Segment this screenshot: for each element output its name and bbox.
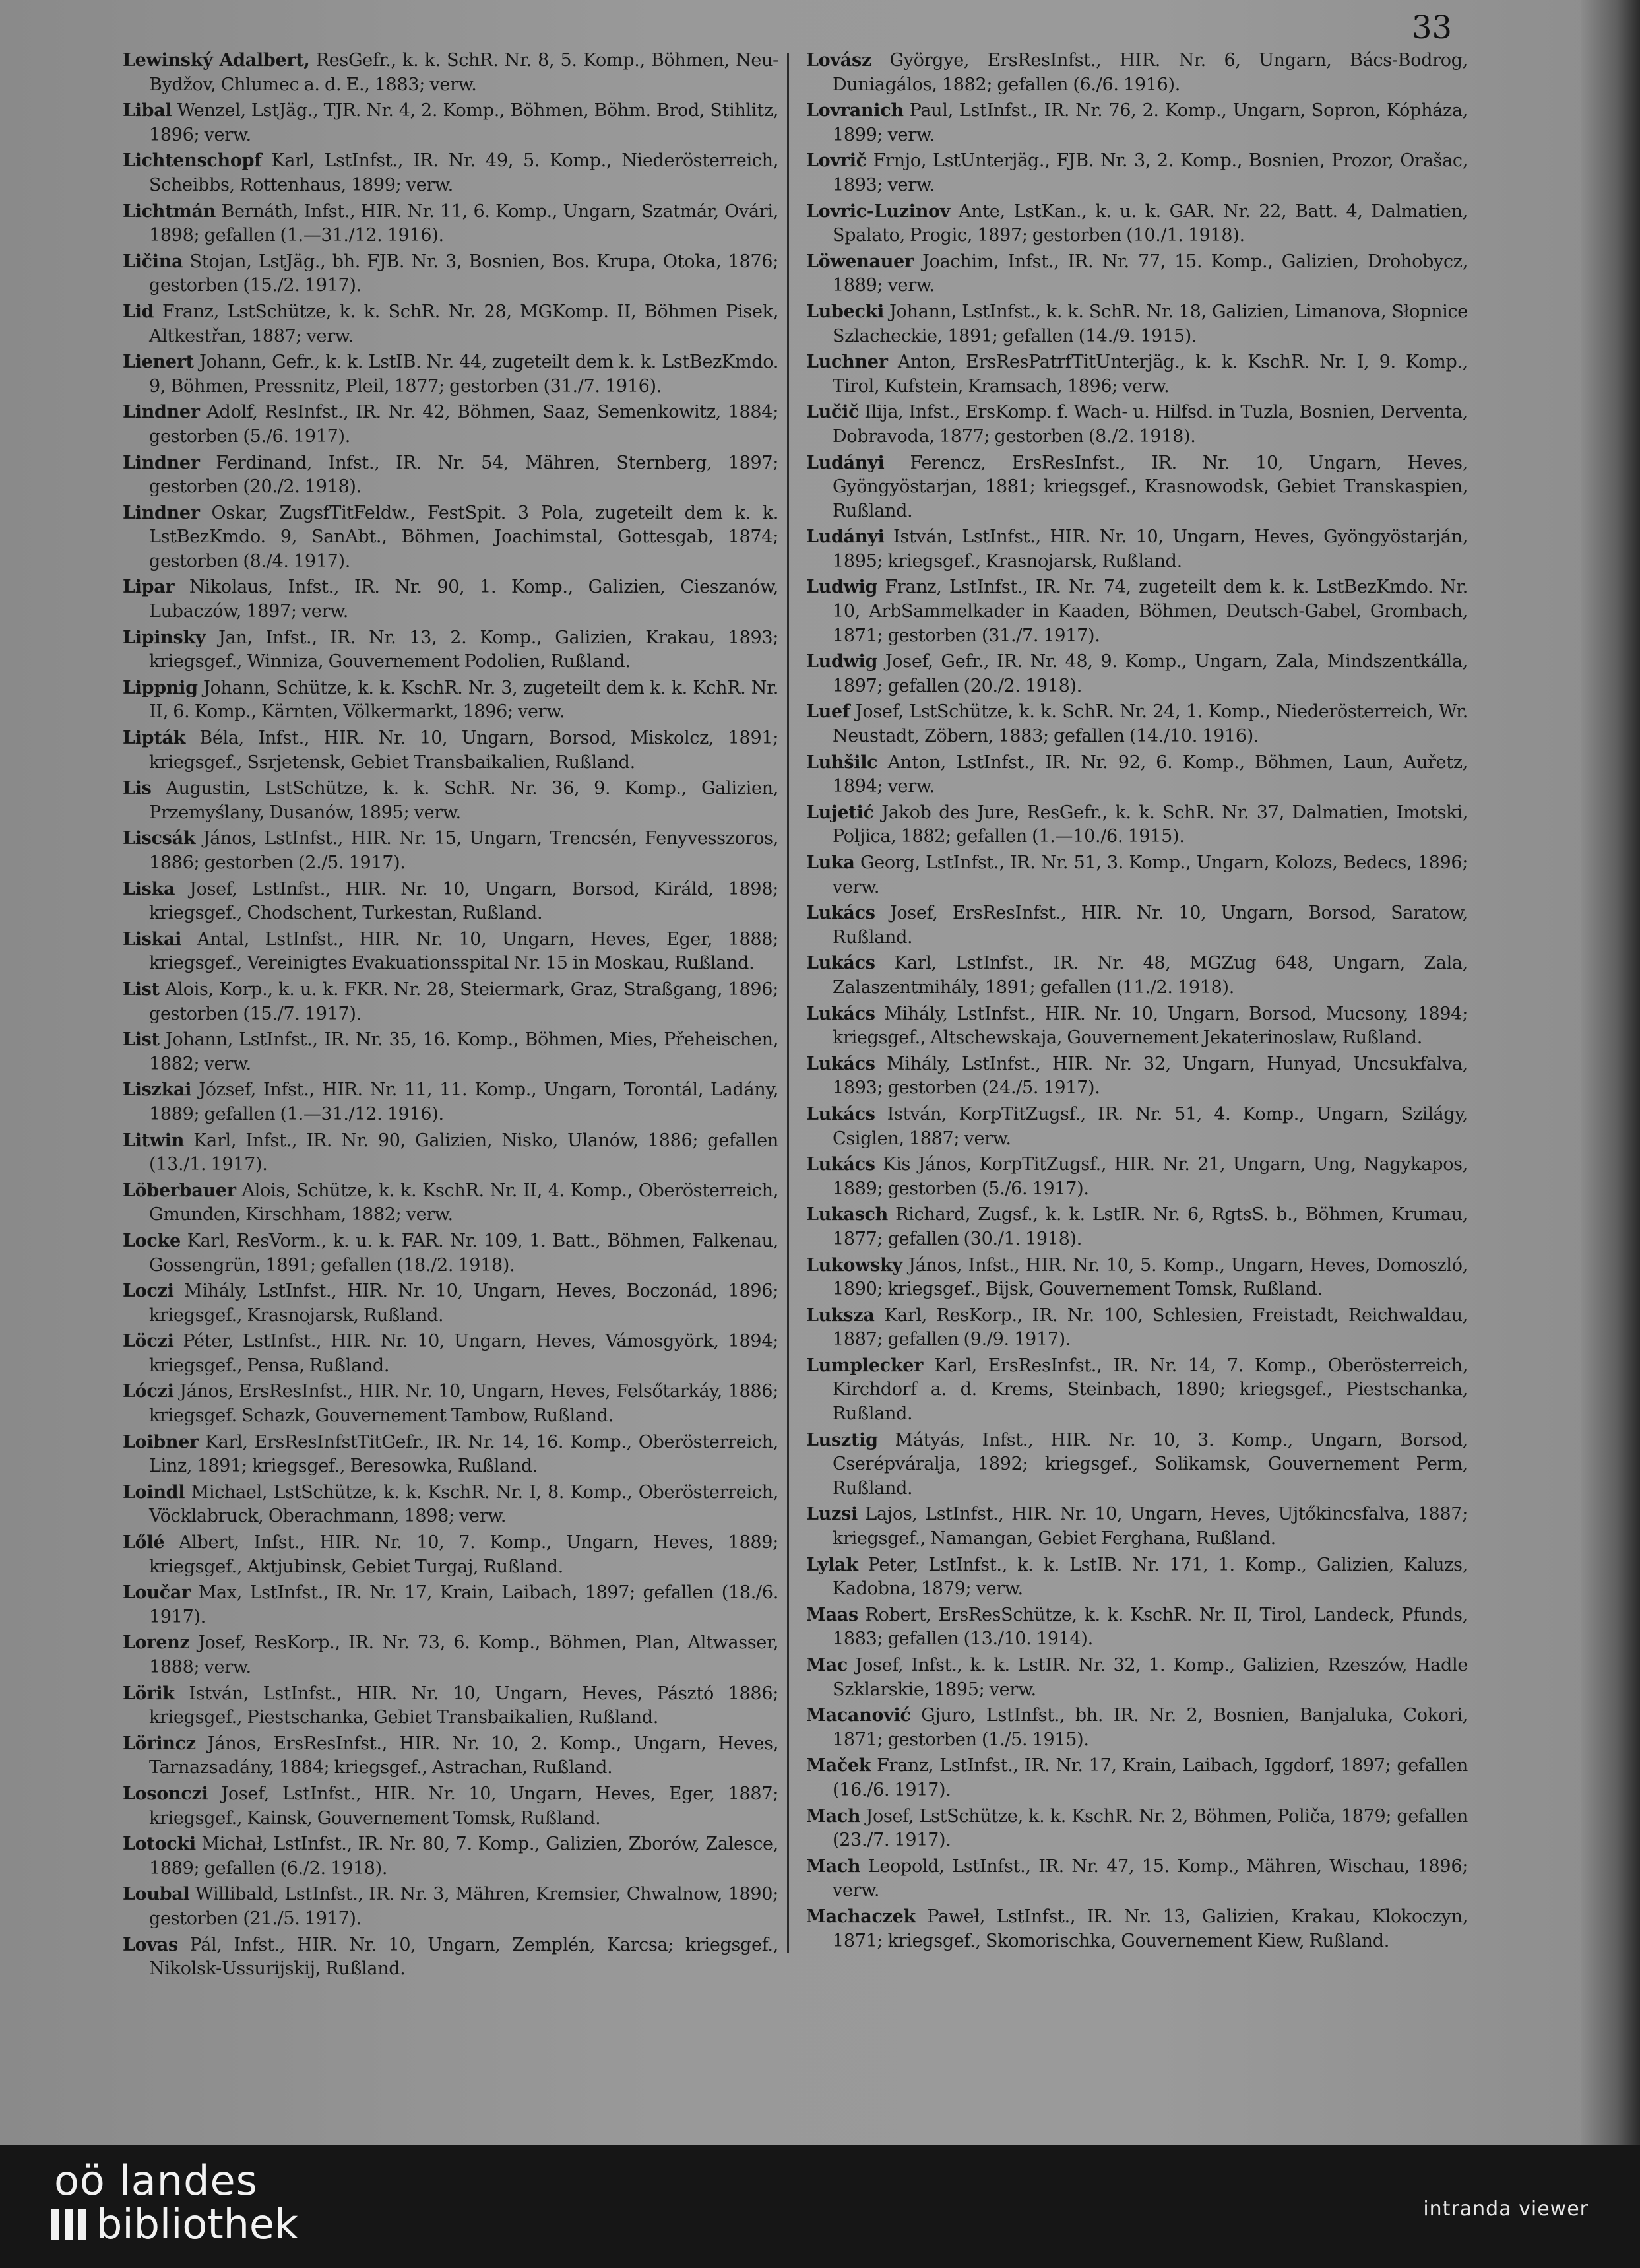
entry-surname: Loučar bbox=[123, 1582, 191, 1604]
entry-surname: Liszkai bbox=[123, 1080, 192, 1101]
register-entry bbox=[806, 250, 1468, 298]
register-entry bbox=[123, 928, 778, 976]
register-entry bbox=[806, 1354, 1468, 1427]
register-entry bbox=[806, 751, 1468, 799]
entry-details: István, LstInfst., HIR. Nr. 10, Ungarn, Heves, Gyöngyöstarján, 1895; kriegsgef., Krasnojarsk, Rußland. bbox=[833, 527, 1468, 571]
entry-surname: Lőlé bbox=[123, 1532, 165, 1553]
entry-details: Wenzel, LstJäg., TJR. Nr. 4, 2. Komp., Böhmen, Böhm. Brod, Stihlitz, 1896; verw. bbox=[149, 100, 778, 145]
entry-surname: Lóczi bbox=[123, 1381, 174, 1402]
register-entry bbox=[123, 1933, 778, 1982]
register-entry bbox=[123, 626, 778, 674]
entry-details: Stojan, LstJäg., bh. FJB. Nr. 3, Bosnien, Bos. Krupa, Otoka, 1876; gestorben (15./2. 1917). bbox=[149, 251, 778, 296]
entry-surname: Löczi bbox=[123, 1331, 174, 1352]
entry-surname: Lipar bbox=[123, 577, 175, 598]
register-entry bbox=[806, 451, 1468, 524]
entry-surname: Mac bbox=[806, 1655, 848, 1675]
entry-details: Karl, ResVorm., k. u. k. FAR. Nr. 109, 1. Batt., Böhmen, Falkenau, Gossengrün, 1891; gefallen (18./2. 1918). bbox=[149, 1230, 778, 1276]
entry-details: Josef, ErsResInfst., HIR. Nr. 10, Ungarn, Borsod, Saratow, Rußland. bbox=[833, 903, 1468, 948]
register-entry bbox=[123, 676, 778, 725]
register-entry bbox=[806, 49, 1468, 97]
entry-surname: Lukowsky bbox=[806, 1254, 902, 1276]
entry-details: Willibald, LstInfst., IR. Nr. 3, Mähren, Kremsier, Chwalnow, 1890; gestorben (21./5. 1917). bbox=[149, 1884, 778, 1929]
entry-details: Augustin, LstSchütze, k. k. SchR. Nr. 36, 9. Komp., Galizien, Przemyślany, Dusanów, 1895; verw. bbox=[149, 778, 778, 823]
entry-surname: Lienert bbox=[123, 352, 194, 373]
register-entry bbox=[806, 1503, 1468, 1551]
logo-bars-icon bbox=[51, 2209, 90, 2240]
register-entry bbox=[123, 827, 778, 875]
entry-surname: Luksza bbox=[806, 1305, 875, 1326]
entry-details: Michael, LstSchütze, k. k. KschR. Nr. I, 8. Komp., Oberösterreich, Vöcklabruck, Oberachmann, 1898; verw. bbox=[149, 1481, 778, 1527]
register-entry bbox=[123, 1682, 778, 1730]
entry-surname: Lipták bbox=[123, 728, 185, 749]
register-entry bbox=[123, 1179, 778, 1227]
register-entry bbox=[806, 700, 1468, 748]
register-entry bbox=[123, 1280, 778, 1328]
entry-surname: Lovász bbox=[806, 50, 871, 71]
entry-surname: Lorenz bbox=[123, 1633, 190, 1654]
register-entry bbox=[806, 525, 1468, 573]
register-entry bbox=[123, 502, 778, 574]
entry-details: Gjuro, LstInfst., bh. IR. Nr. 2, Bosnien, Banjaluka, Cokori, 1871; gestorben (1./5. 1915). bbox=[833, 1705, 1468, 1750]
entry-surname: Lid bbox=[123, 301, 154, 322]
entry-surname: Liskai bbox=[123, 928, 182, 950]
entry-details: Albert, Infst., HIR. Nr. 10, 7. Komp., Ungarn, Heves, 1889; kriegsgef., Aktjubinsk, Gebiet Turgaj, Rußland. bbox=[149, 1532, 778, 1577]
entry-surname: Löberbauer bbox=[123, 1180, 236, 1201]
entry-details: Ilija, Infst., ErsKomp. f. Wach- u. Hilfsd. in Tuzla, Bosnien, Derventa, Dobravoda, 1877; gestorben (8./2. 1918). bbox=[833, 402, 1468, 447]
entry-details: Béla, Infst., HIR. Nr. 10, Ungarn, Borsod, Miskolcz, 1891; kriegsgef., Ssrjetensk, Gebiet Transbaikalien, Rußland. bbox=[149, 728, 778, 773]
register-entry bbox=[806, 350, 1468, 399]
entry-details: Johann, LstInfst., IR. Nr. 35, 16. Komp., Böhmen, Mies, Přeheischen, 1882; verw. bbox=[149, 1029, 778, 1074]
entry-surname: Lichtenschopf bbox=[123, 150, 262, 172]
entry-details: Karl, LstInfst., IR. Nr. 49, 5. Komp., Niederösterreich, Scheibbs, Rottenhaus, 1899; verw. bbox=[149, 150, 778, 195]
entry-details: Alois, Korp., k. u. k. FKR. Nr. 28, Steiermark, Graz, Straßgang, 1896; gestorben (15./7. 1917). bbox=[149, 979, 778, 1024]
entry-surname: Luef bbox=[806, 701, 850, 723]
register-entry bbox=[123, 978, 778, 1026]
entry-surname: Ludányi bbox=[806, 452, 885, 473]
entry-details: Pál, Infst., HIR. Nr. 10, Ungarn, Zemplén, Karcsa; kriegsgef., Nikolsk-Ussurijskij, Rußland. bbox=[149, 1934, 778, 1980]
logo-text-line2: bibliothek bbox=[96, 2200, 298, 2248]
entry-surname: Loczi bbox=[123, 1281, 174, 1302]
register-entry bbox=[123, 300, 778, 348]
register-entry bbox=[806, 575, 1468, 648]
entry-details: Georg, LstInfst., IR. Nr. 51, 3. Komp., Ungarn, Kolozs, Bedecs, 1896; verw. bbox=[833, 853, 1468, 897]
entry-details: Paweł, LstInfst., IR. Nr. 13, Galizien, Krakau, Klokoczyn, 1871; kriegsgef., Skomorischka, Gouvernement Kiew, Rußland. bbox=[833, 1906, 1468, 1951]
entry-surname: Lusztig bbox=[806, 1429, 878, 1450]
right-column bbox=[806, 49, 1468, 1955]
entry-details: Lajos, LstInfst., HIR. Nr. 10, Ungarn, Heves, Ujtőkincsfalva, 1887; kriegsgef., Namangan, Gebiet Ferghana, Rußland. bbox=[833, 1504, 1468, 1549]
logo-line2 bbox=[51, 2200, 298, 2248]
entry-details: Bernáth, Infst., HIR. Nr. 11, 6. Komp., Ungarn, Szatmár, Ovári, 1898; gefallen (1.—31./12. 1916). bbox=[149, 201, 778, 246]
entry-details: Ferdinand, Infst., IR. Nr. 54, Mähren, Sternberg, 1897; gestorben (20./2. 1918). bbox=[149, 452, 778, 498]
entry-surname: Loindl bbox=[123, 1481, 185, 1503]
entry-surname: Mach bbox=[806, 1856, 861, 1877]
register-entry bbox=[806, 149, 1468, 197]
entry-surname: Litwin bbox=[123, 1130, 185, 1151]
entry-details: Paul, LstInfst., IR. Nr. 76, 2. Komp., Ungarn, Sopron, Kópháza, 1899; verw. bbox=[833, 100, 1468, 145]
entry-details: Johann, Gefr., k. k. LstIB. Nr. 44, zugeteilt dem k. k. LstBezKmdo. 9, Böhmen, Pressnitz, Pleil, 1877; gestorben (31./7. 1916). bbox=[149, 352, 778, 397]
entry-details: Mihály, LstInfst., HIR. Nr. 10, Ungarn, Heves, Boczonád, 1896; kriegsgef., Krasnojarsk, Rußland. bbox=[149, 1281, 778, 1326]
register-entry bbox=[123, 1732, 778, 1780]
entry-surname: Ličina bbox=[123, 251, 183, 272]
register-entry bbox=[806, 1002, 1468, 1051]
register-entry bbox=[123, 1330, 778, 1378]
register-entry bbox=[806, 1553, 1468, 1602]
entry-surname: Lotocki bbox=[123, 1834, 196, 1855]
entry-details: Ferencz, ErsResInfst., IR. Nr. 10, Ungarn, Heves, Gyöngyöstarjan, 1881; kriegsgef., Krasnowodsk, Gebiet Transkaspien, Rußland. bbox=[833, 452, 1468, 521]
viewer-brand-label[interactable]: intranda viewer bbox=[1423, 2197, 1589, 2220]
entry-surname: Lukács bbox=[806, 903, 875, 924]
column-divider bbox=[787, 53, 789, 1953]
entry-surname: Luzsi bbox=[806, 1504, 858, 1525]
entry-details: Mihály, LstInfst., HIR. Nr. 10, Ungarn, Borsod, Mucsony, 1894; kriegsgef., Altschewskaja, Gouvernement Jekaterinoslaw, Rußland. bbox=[833, 1003, 1468, 1049]
entry-details: Franz, LstSchütze, k. k. SchR. Nr. 28, MGKomp. II, Böhmen Pisek, Altkestřan, 1887; verw. bbox=[149, 301, 778, 346]
entry-surname: Lumplecker bbox=[806, 1355, 924, 1376]
register-entry bbox=[806, 1905, 1468, 1953]
entry-details: Max, LstInfst., IR. Nr. 17, Krain, Laibach, 1897; gefallen (18./6. 1917). bbox=[149, 1582, 778, 1627]
entry-details: Franz, LstInfst., IR. Nr. 17, Krain, Laibach, Iggdorf, 1897; gefallen (16./6. 1917). bbox=[833, 1755, 1468, 1800]
entry-surname: Lovas bbox=[123, 1934, 178, 1955]
entry-surname: Löwenauer bbox=[806, 251, 914, 272]
entry-details: Adolf, ResInfst., IR. Nr. 42, Böhmen, Saaz, Semenkowitz, 1884; gestorben (5./6. 1917). bbox=[149, 402, 778, 447]
entry-details: Peter, LstInfst., k. k. LstIB. Nr. 171, 1. Komp., Galizien, Kaluzs, Kadobna, 1879; verw. bbox=[833, 1554, 1468, 1600]
entry-details: Jan, Infst., IR. Nr. 13, 2. Komp., Galizien, Krakau, 1893; kriegsgef., Winniza, Gouvernement Podolien, Rußland. bbox=[149, 627, 778, 672]
entry-surname: Lovric-Luzinov bbox=[806, 201, 951, 222]
entry-surname: Locke bbox=[123, 1230, 181, 1251]
entry-details: Karl, ErsResInfst., IR. Nr. 14, 7. Komp., Oberösterreich, Kirchdorf a. d. Krems, Steinbach, 1890; kriegsgef., Piestschanka, Rußland. bbox=[833, 1355, 1468, 1425]
entry-details: Antal, LstInfst., HIR. Nr. 10, Ungarn, Heves, Eger, 1888; kriegsgef., Vereinigtes Evakuationsspital Nr. 15 in Moskau, Rußland. bbox=[149, 928, 778, 974]
entry-surname: Lukasch bbox=[806, 1204, 888, 1225]
entry-details: ResGefr., k. k. SchR. Nr. 8, 5. Komp., Böhmen, Neu-Bydžov, Chlumec a. d. E., 1883; verw. bbox=[149, 50, 778, 95]
register-entry bbox=[806, 401, 1468, 449]
entry-surname: Loibner bbox=[123, 1431, 199, 1452]
entry-surname: Lukács bbox=[806, 1003, 875, 1024]
entry-surname: Lučič bbox=[806, 402, 860, 423]
entry-surname: Losonczi bbox=[123, 1783, 208, 1804]
register-entry bbox=[123, 250, 778, 298]
entry-details: Franz, LstInfst., IR. Nr. 74, zugeteilt dem k. k. LstBezKmdo. Nr. 10, ArbSammelkader in Kaaden, Böhmen, Deutsch-Gabel, Grombach, 1871; gestorben (31./7. 1917). bbox=[833, 577, 1468, 646]
register-entry bbox=[123, 1229, 778, 1278]
entry-details: Josef, Gefr., IR. Nr. 48, 9. Komp., Ungarn, Zala, Mindszentkálla, 1897; gefallen (20./2. 1918). bbox=[833, 651, 1468, 696]
entry-details: Karl, ErsResInfstTitGefr., IR. Nr. 14, 16. Komp., Oberösterreich, Linz, 1891; kriegsgef., Beresowka, Rußland. bbox=[149, 1431, 778, 1477]
register-entry bbox=[806, 1103, 1468, 1151]
entry-surname: Ludwig bbox=[806, 577, 878, 598]
register-entry bbox=[123, 1531, 778, 1579]
entry-surname: Lovranich bbox=[806, 100, 904, 121]
register-entry bbox=[806, 1855, 1468, 1903]
entry-details: Josef, Infst., k. k. LstIR. Nr. 32, 1. Komp., Galizien, Rzeszów, Hadle Szklarskie, 1895; verw. bbox=[833, 1655, 1468, 1700]
register-entry bbox=[806, 1704, 1468, 1752]
register-entry bbox=[806, 1053, 1468, 1101]
register-entry bbox=[123, 350, 778, 399]
entry-surname: Machaczek bbox=[806, 1906, 916, 1927]
register-entry bbox=[123, 575, 778, 624]
register-entry bbox=[806, 1203, 1468, 1251]
entry-surname: Macanović bbox=[806, 1705, 911, 1726]
register-entry bbox=[806, 1254, 1468, 1302]
register-entry bbox=[806, 300, 1468, 348]
entry-surname: Lovrič bbox=[806, 150, 867, 172]
entry-surname: Liscsák bbox=[123, 828, 196, 849]
register-entry bbox=[123, 200, 778, 248]
entry-surname: Lindner bbox=[123, 402, 200, 423]
register-entry bbox=[806, 1805, 1468, 1853]
register-entry bbox=[123, 401, 778, 449]
entry-surname: Lubecki bbox=[806, 301, 884, 322]
register-entry bbox=[123, 451, 778, 500]
entry-details: Alois, Schütze, k. k. KschR. Nr. II, 4. Komp., Oberösterreich, Gmunden, Kirschham, 1882; verw. bbox=[149, 1180, 778, 1225]
register-entry bbox=[806, 901, 1468, 950]
entry-details: Mátyás, Infst., HIR. Nr. 10, 3. Komp., Ungarn, Borsod, Cserépváralja, 1892; kriegsgef., Solikamsk, Gouvernement Perm, Rußland. bbox=[833, 1429, 1468, 1499]
entry-details: János, Infst., HIR. Nr. 10, 5. Komp., Ungarn, Heves, Domoszló, 1890; kriegsgef., Bijsk, Gouvernement Tomsk, Rußland. bbox=[833, 1254, 1468, 1300]
register-entry bbox=[806, 851, 1468, 899]
entry-details: Josef, ResKorp., IR. Nr. 73, 6. Komp., Böhmen, Plan, Altwasser, 1888; verw. bbox=[149, 1633, 778, 1677]
entry-surname: Lujetić bbox=[806, 802, 874, 823]
entry-details: Johann, Schütze, k. k. KschR. Nr. 3, zugeteilt dem k. k. KchR. Nr. II, 6. Komp., Kärnten, Völkermarkt, 1896; verw. bbox=[149, 677, 778, 723]
entry-surname: Mach bbox=[806, 1805, 861, 1827]
entry-details: Ante, LstKan., k. u. k. GAR. Nr. 22, Batt. 4, Dalmatien, Spalato, Progic, 1897; gestorben (10./1. 1918). bbox=[833, 201, 1468, 246]
entry-details: József, Infst., HIR. Nr. 11, 11. Komp., Ungarn, Torontál, Ladány, 1889; gefallen (1.—31./12. 1916). bbox=[149, 1080, 778, 1124]
entry-details: Oskar, ZugsfTitFeldw., FestSpit. 3 Pola, zugeteilt dem k. k. LstBezKmdo. 9, SanAbt., Böhmen, Joachimstal, Gottesgab, 1874; gestorben (8./4. 1917). bbox=[149, 502, 778, 571]
entry-surname: Liska bbox=[123, 878, 175, 899]
page-edge-shadow bbox=[1581, 0, 1640, 2145]
register-entry bbox=[123, 1129, 778, 1177]
register-entry bbox=[123, 1380, 778, 1428]
entry-surname: Lukács bbox=[806, 1154, 875, 1175]
register-entry bbox=[806, 99, 1468, 147]
entry-details: Anton, ErsResPatrfTitUnterjäg., k. k. KschR. Nr. I, 9. Komp., Tirol, Kufstein, Kramsach, 1896; verw. bbox=[833, 352, 1468, 397]
register-entry bbox=[806, 1754, 1468, 1802]
register-entry bbox=[123, 1431, 778, 1479]
entry-surname: List bbox=[123, 1029, 160, 1051]
entry-surname: Lewinský Adalbert, bbox=[123, 50, 310, 71]
entry-surname: Luka bbox=[806, 853, 855, 873]
entry-details: Josef, LstSchütze, k. k. SchR. Nr. 24, 1. Komp., Niederösterreich, Wr. Neustadt, Zöbern, 1883; gefallen (14./10. 1916). bbox=[833, 701, 1468, 747]
entry-surname: Ludányi bbox=[806, 527, 885, 548]
left-column bbox=[123, 49, 778, 1984]
entry-details: Joachim, Infst., IR. Nr. 77, 15. Komp., Galizien, Drohobycz, 1889; verw. bbox=[833, 251, 1468, 296]
entry-details: István, LstInfst., HIR. Nr. 10, Ungarn, Heves, Pásztó 1886; kriegsgef., Piestschanka, Gebiet Transbaikalien, Rußland. bbox=[149, 1683, 778, 1728]
register-entry bbox=[123, 727, 778, 775]
entry-surname: Lörincz bbox=[123, 1733, 196, 1754]
entry-details: Karl, LstInfst., IR. Nr. 48, MGZug 648, Ungarn, Zala, Zalaszentmihály, 1891; gefallen (11./2. 1918). bbox=[833, 953, 1468, 998]
entry-surname: Luchner bbox=[806, 352, 888, 373]
entry-details: Karl, Infst., IR. Nr. 90, Galizien, Nisko, Ulanów, 1886; gefallen (13./1. 1917). bbox=[149, 1130, 778, 1175]
page-number: 33 bbox=[1412, 9, 1453, 46]
entry-details: Leopold, LstInfst., IR. Nr. 47, 15. Komp., Mähren, Wischau, 1896; verw. bbox=[833, 1856, 1468, 1901]
entry-details: Péter, LstInfst., HIR. Nr. 10, Ungarn, Heves, Vámosgyörk, 1894; kriegsgef., Pensa, Rußland. bbox=[149, 1331, 778, 1376]
entry-surname: Lindner bbox=[123, 452, 200, 473]
register-entry bbox=[123, 149, 778, 197]
entry-surname: Lylak bbox=[806, 1554, 858, 1575]
entry-details: Jakob des Jure, ResGefr., k. k. SchR. Nr. 37, Dalmatien, Imotski, Poljica, 1882; gefallen (1.—10./6. 1915). bbox=[833, 802, 1468, 847]
entry-details: Josef, LstInfst., HIR. Nr. 10, Ungarn, Borsod, Királd, 1898; kriegsgef., Chodschent, Turkestan, Rußland. bbox=[149, 878, 778, 924]
entry-details: Josef, LstSchütze, k. k. KschR. Nr. 2, Böhmen, Poliča, 1879; gefallen (23./7. 1917). bbox=[833, 1805, 1468, 1851]
entry-surname: Lipinsky bbox=[123, 627, 206, 648]
register-entry bbox=[806, 1604, 1468, 1652]
entry-surname: Lörik bbox=[123, 1683, 175, 1704]
entry-surname: Maček bbox=[806, 1755, 871, 1776]
entry-details: János, LstInfst., HIR. Nr. 15, Ungarn, Trencsén, Fenyvesszoros, 1886; gestorben (2./5. 1917). bbox=[149, 828, 778, 873]
entry-details: Michał, LstInfst., IR. Nr. 80, 7. Komp., Galizien, Zborów, Zalesce, 1889; gefallen (6./2. 1918). bbox=[149, 1834, 778, 1879]
register-entry bbox=[123, 1631, 778, 1679]
register-entry bbox=[806, 952, 1468, 1000]
entry-details: Johann, LstInfst., k. k. SchR. Nr. 18, Galizien, Limanova, Słopnice Szlacheckie, 1891; gefallen (14./9. 1915). bbox=[833, 301, 1468, 346]
entry-surname: Libal bbox=[123, 100, 172, 121]
register-entry bbox=[806, 650, 1468, 698]
register-entry bbox=[806, 1429, 1468, 1501]
entry-surname: Lukács bbox=[806, 1103, 875, 1124]
entry-details: Mihály, LstInfst., HIR. Nr. 32, Ungarn, Hunyad, Uncsukfalva, 1893; gestorben (24./5. 1917). bbox=[833, 1053, 1468, 1099]
register-entry bbox=[123, 99, 778, 147]
entry-details: Richard, Zugsf., k. k. LstIR. Nr. 6, RgtsS. b., Böhmen, Krumau, 1877; gefallen (30./1. 1918). bbox=[833, 1204, 1468, 1249]
register-entry bbox=[806, 200, 1468, 248]
entry-surname: Lukács bbox=[806, 1053, 875, 1074]
entry-details: János, ErsResInfst., HIR. Nr. 10, 2. Komp., Ungarn, Heves, Tarnazsadány, 1884; kriegsgef., Astrachan, Rußland. bbox=[149, 1733, 778, 1778]
register-entry bbox=[123, 1581, 778, 1629]
register-entry bbox=[123, 878, 778, 926]
register-entry bbox=[123, 1782, 778, 1831]
entry-surname: Loubal bbox=[123, 1884, 190, 1905]
entry-details: János, ErsResInfst., HIR. Nr. 10, Ungarn, Heves, Felsőtarkáy, 1886; kriegsgef. Schazk, Gouvernement Tambow, Rußland. bbox=[149, 1381, 778, 1427]
entry-details: Nikolaus, Infst., IR. Nr. 90, 1. Komp., Galizien, Cieszanów, Lubaczów, 1897; verw. bbox=[149, 577, 778, 622]
entry-details: Györgye, ErsResInfst., HIR. Nr. 6, Ungarn, Bács-Bodrog, Duniagálos, 1882; gefallen (6./6. 1916). bbox=[833, 50, 1468, 95]
register-entry bbox=[123, 1832, 778, 1881]
register-entry bbox=[123, 1078, 778, 1126]
entry-surname: Lichtmán bbox=[123, 201, 216, 222]
entry-surname: List bbox=[123, 979, 160, 1000]
entry-details: Robert, ErsResSchütze, k. k. KschR. Nr. II, Tirol, Landeck, Pfunds, 1883; gefallen (13./10. 1914). bbox=[833, 1604, 1468, 1650]
library-logo[interactable] bbox=[51, 2156, 298, 2248]
entry-details: István, KorpTitZugsf., IR. Nr. 51, 4. Komp., Ungarn, Szilágy, Csiglen, 1887; verw. bbox=[833, 1103, 1468, 1149]
entry-surname: Lukács bbox=[806, 953, 875, 974]
logo-text-line1: oö landes bbox=[54, 2156, 258, 2205]
entry-surname: Ludwig bbox=[806, 651, 878, 672]
register-entry bbox=[123, 49, 778, 97]
entry-surname: Lippnig bbox=[123, 677, 198, 698]
register-entry bbox=[806, 801, 1468, 849]
register-entry bbox=[123, 777, 778, 825]
register-entry bbox=[123, 1481, 778, 1529]
register-entry bbox=[123, 1883, 778, 1931]
entry-surname: Luhšilc bbox=[806, 752, 878, 773]
entry-details: Josef, LstInfst., HIR. Nr. 10, Ungarn, Heves, Eger, 1887; kriegsgef., Kainsk, Gouvernement Tomsk, Rußland. bbox=[149, 1783, 778, 1829]
register-entry bbox=[806, 1304, 1468, 1352]
register-entry bbox=[806, 1153, 1468, 1201]
entry-surname: Lis bbox=[123, 778, 152, 799]
entry-details: Kis János, KorpTitZugsf., HIR. Nr. 21, Ungarn, Ung, Nagykapos, 1889; gestorben (5./6. 1917). bbox=[833, 1154, 1468, 1199]
register-entry bbox=[806, 1654, 1468, 1702]
entry-surname: Maas bbox=[806, 1604, 858, 1625]
entry-details: Frnjo, LstUnterjäg., FJB. Nr. 3, 2. Komp., Bosnien, Prozor, Orašac, 1893; verw. bbox=[833, 150, 1468, 195]
entry-details: Karl, ResKorp., IR. Nr. 100, Schlesien, Freistadt, Reichwaldau, 1887; gefallen (9./9. 1917). bbox=[833, 1305, 1468, 1350]
entry-surname: Lindner bbox=[123, 502, 200, 523]
entry-details: Anton, LstInfst., IR. Nr. 92, 6. Komp., Böhmen, Laun, Auřetz, 1894; verw. bbox=[833, 752, 1468, 797]
register-entry bbox=[123, 1028, 778, 1076]
